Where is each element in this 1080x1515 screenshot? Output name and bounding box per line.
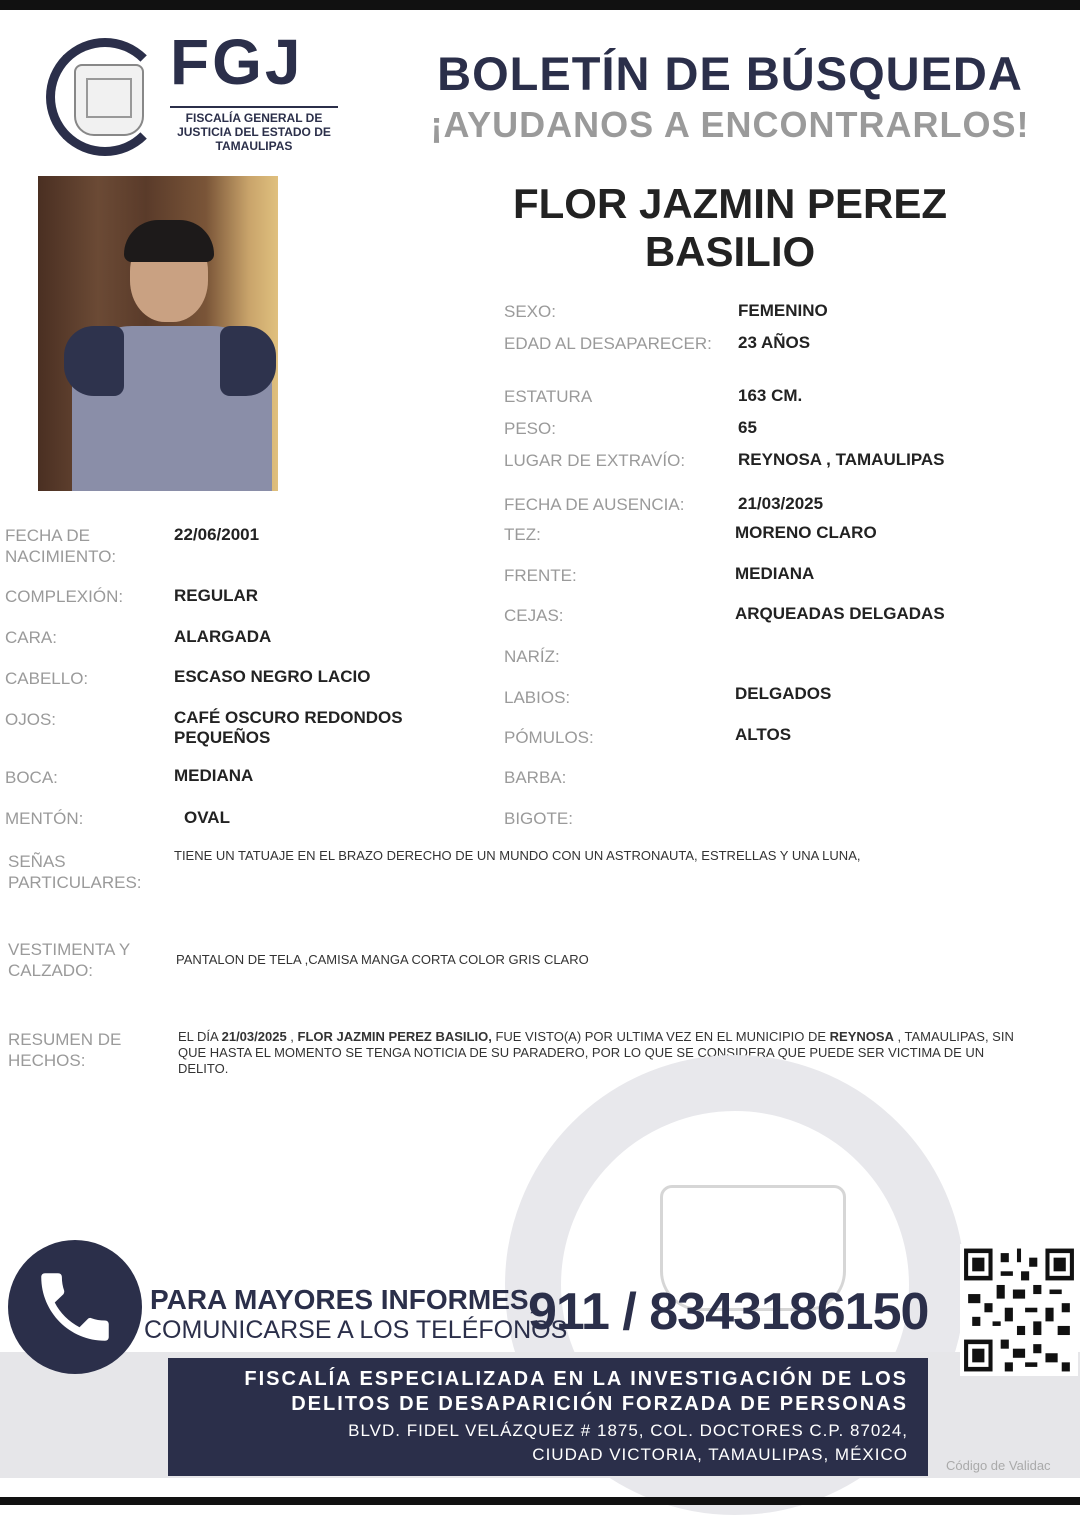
fecha-nacimiento-value: 22/06/2001	[174, 525, 260, 544]
edad-label: EDAD AL DESAPARECER:	[504, 334, 712, 353]
phone-icon	[8, 1240, 142, 1374]
pomulos-value: ALTOS	[735, 725, 792, 744]
sexo-value: FEMENINO	[738, 301, 828, 320]
tez-value: MORENO CLARO	[735, 523, 877, 542]
tez-label: TEZ:	[504, 525, 541, 544]
labios-value: DELGADOS	[735, 684, 832, 703]
fecha-nacimiento-label: FECHA DE NACIMIENTO:	[5, 526, 117, 566]
bulletin-title: BOLETÍN DE BÚSQUEDA	[437, 47, 1023, 100]
barba-label: BARBA:	[504, 768, 567, 787]
contact-line1: PARA MAYORES INFORMES,	[150, 1284, 537, 1315]
estatura-label: ESTATURA	[504, 387, 593, 406]
bigote-label: BIGOTE:	[504, 809, 573, 828]
cara-label: CARA:	[5, 628, 57, 647]
resumen-label: RESUMEN DE HECHOS:	[8, 1030, 122, 1070]
fecha-ausencia-label: FECHA DE AUSENCIA:	[504, 495, 685, 514]
senas-value: TIENE UN TATUAJE EN EL BRAZO DERECHO DE UN MUNDO CON UN ASTRONAUTA, ESTRELLAS Y UNA LUNA,	[174, 848, 861, 863]
labios-label: LABIOS:	[504, 688, 571, 707]
logo-subtitle: FISCALÍA GENERAL DE JUSTICIA DEL ESTADO DE TAMAULIPAS	[170, 106, 338, 153]
menton-value: OVAL	[184, 808, 230, 827]
edad-value: 23 AÑOS	[738, 333, 811, 352]
agency-name: FISCALÍA ESPECIALIZADA EN LA INVESTIGACIÓN DE LOS DELITOS DE DESAPARICIÓN FORZADA DE PERSONAS	[244, 1368, 908, 1415]
resumen-value: EL DÍA 21/03/2025 , FLOR JAZMIN PEREZ BASILIO, FUE VISTO(A) POR ULTIMA VEZ EN EL MUNICIPIO DE REYNOSA , TAMAULIPAS, SIN QUE HASTA EL MOMENTO SE TENGA NOTICIA DE SU PARADERO, POR LO QUE SE CONSIDERA QUE PUEDE SER VICTIMA DE UN DELITO.	[178, 1029, 1014, 1076]
bulletin-subtitle: ¡AYUDANOS A ENCONTRARLOS!	[430, 104, 1030, 145]
nariz-label: NARÍZ:	[504, 647, 560, 666]
estatura-value: 163 CM.	[738, 386, 803, 405]
logo-abbr: FGJ	[170, 26, 304, 98]
missing-person-photo	[38, 176, 278, 491]
cabello-value: ESCASO NEGRO LACIO	[174, 667, 371, 686]
complexion-value: REGULAR	[174, 586, 259, 605]
fecha-ausencia-value: 21/03/2025	[738, 494, 824, 513]
complexion-label: COMPLEXIÓN:	[5, 587, 124, 606]
agency-address: BLVD. FIDEL VELÁZQUEZ # 1875, COL. DOCTORES C.P. 87024, CIUDAD VICTORIA, TAMAULIPAS, MÉXICO	[348, 1421, 908, 1464]
contact-line2: COMUNICARSE A LOS TELÉFONOS	[144, 1316, 568, 1344]
sexo-label: SEXO:	[504, 302, 556, 321]
lugar-label: LUGAR DE EXTRAVÍO:	[504, 451, 686, 470]
cejas-label: CEJAS:	[504, 606, 564, 625]
cabello-label: CABELLO:	[5, 669, 89, 688]
contact-phones[interactable]: 911 / 8343186150	[528, 1283, 929, 1341]
qr-code[interactable]	[960, 1244, 1078, 1376]
qr-caption: Código de Validac	[946, 1458, 1051, 1473]
menton-label: MENTÓN:	[5, 809, 84, 828]
cejas-value: ARQUEADAS DELGADAS	[735, 604, 945, 623]
frente-label: FRENTE:	[504, 566, 577, 585]
state-seal-icon	[74, 64, 144, 136]
boca-label: BOCA:	[5, 768, 58, 787]
top-border	[0, 0, 1080, 10]
lugar-value: REYNOSA , TAMAULIPAS	[738, 450, 945, 469]
frente-value: MEDIANA	[735, 564, 815, 583]
senas-label: SEÑAS PARTICULARES:	[8, 852, 142, 892]
pomulos-label: PÓMULOS:	[504, 728, 594, 747]
boca-value: MEDIANA	[174, 766, 254, 785]
vestimenta-value: PANTALON DE TELA ,CAMISA MANGA CORTA COLOR GRIS CLARO	[176, 952, 589, 967]
ojos-label: OJOS:	[5, 710, 57, 729]
peso-value: 65	[738, 418, 757, 437]
peso-label: PESO:	[504, 419, 556, 438]
ojos-value: CAFÉ OSCURO REDONDOS PEQUEÑOS	[174, 708, 403, 747]
vestimenta-label: VESTIMENTA Y CALZADO:	[8, 940, 130, 980]
bottom-border	[0, 1497, 1080, 1505]
cara-value: ALARGADA	[174, 627, 272, 646]
person-name: FLOR JAZMIN PEREZ BASILIO	[512, 180, 947, 275]
